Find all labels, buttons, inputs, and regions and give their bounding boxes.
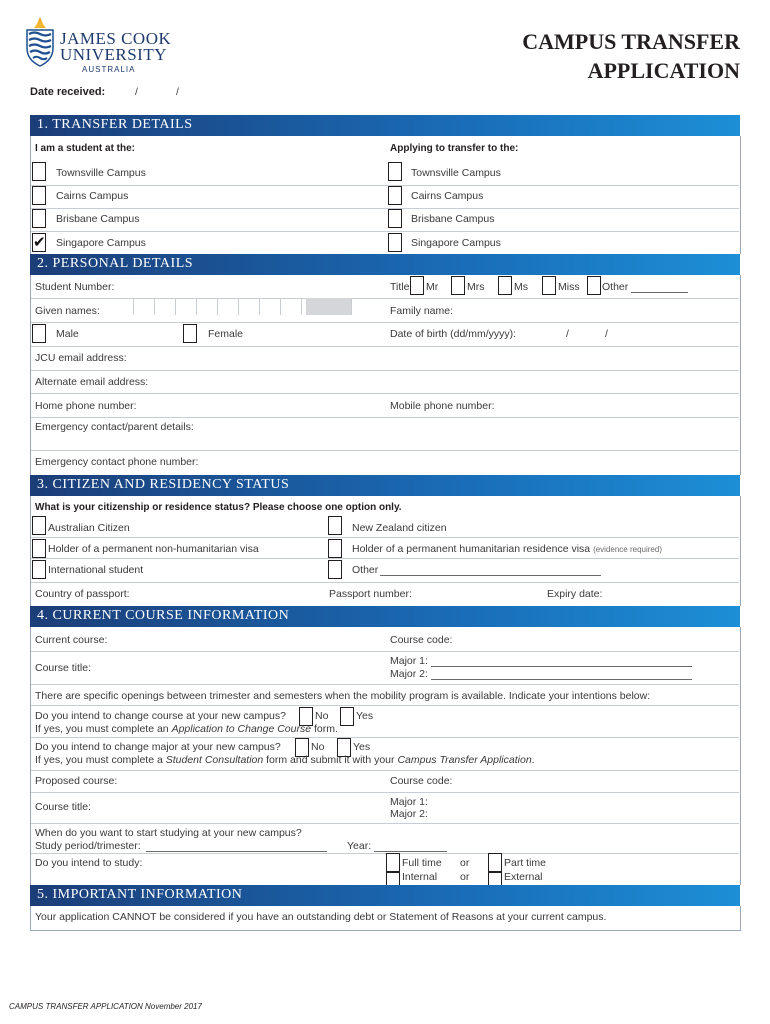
- proposed-course-code-label: Course code:: [390, 775, 453, 787]
- full-time-checkbox[interactable]: [386, 853, 400, 872]
- or-label-2: or: [460, 871, 470, 883]
- emergency-contact-label: Emergency contact/parent details:: [35, 421, 194, 433]
- transfer-singapore-label: Singapore Campus: [411, 237, 501, 249]
- male-label: Male: [56, 328, 79, 340]
- title-mrs-checkbox[interactable]: [451, 276, 465, 295]
- openings-text: There are specific openings between trimester and semesters when the mobility program is available. Indicate your intentions below:: [35, 690, 651, 702]
- intend-study-label: Do you intend to study:: [35, 857, 143, 869]
- current-major2-line: [431, 679, 692, 680]
- title-mr-checkbox[interactable]: [410, 276, 424, 295]
- proposed-course-title-label: Course title:: [35, 801, 92, 813]
- title-mrs-label: Mrs: [467, 281, 485, 293]
- mobile-phone-label: Mobile phone number:: [390, 400, 495, 412]
- given-names-label: Given names:: [35, 305, 100, 317]
- nz-citizen-checkbox[interactable]: [328, 516, 342, 535]
- male-checkbox[interactable]: [32, 324, 46, 343]
- current-cairns-checkbox[interactable]: [32, 186, 46, 205]
- passport-number-label: Passport number:: [329, 588, 412, 600]
- dob-label: Date of birth (dd/mm/yyyy):: [390, 328, 517, 340]
- international-student-label: International student: [48, 564, 144, 576]
- transfer-townsville-label: Townsville Campus: [411, 167, 501, 179]
- dob-slash-1: /: [566, 328, 569, 340]
- dob-slash-2: /: [605, 328, 608, 340]
- logo-line2: UNIVERSITY: [60, 45, 167, 64]
- full-time-label: Full time: [402, 857, 442, 869]
- current-cairns-label: Cairns Campus: [56, 190, 129, 202]
- year-line: [374, 851, 447, 852]
- title-label: Title: [390, 281, 410, 293]
- emergency-phone-label: Emergency contact phone number:: [35, 456, 199, 468]
- current-townsville-label: Townsville Campus: [56, 167, 146, 179]
- change-course-yes-checkbox[interactable]: [340, 707, 354, 726]
- change-course-note: [35, 723, 338, 735]
- change-course-note-a: If yes, you must complete an: [35, 723, 172, 735]
- section5-title: 5. IMPORTANT INFORMATION: [37, 887, 243, 902]
- proposed-major2-label: Major 2:: [390, 808, 428, 820]
- transfer-townsville-checkbox[interactable]: [388, 162, 402, 181]
- change-course-question: Do you intend to change course at your new campus?: [35, 710, 286, 722]
- citizenship-question: What is your citizenship or residence status? Please choose one option only.: [35, 502, 402, 513]
- or-label-1: or: [460, 857, 470, 869]
- humanitarian-visa-text: Holder of a permanent humanitarian residence visa: [352, 543, 591, 555]
- proposed-major1-label: Major 1:: [390, 796, 428, 808]
- important-info-text: Your application CANNOT be considered if you have an outstanding debt or Statement of Reasons at your current campus.: [35, 911, 607, 923]
- date-received-label: Date received:: [30, 86, 106, 98]
- change-major-note-a: If yes, you must complete a: [35, 754, 166, 766]
- page-title-line1: CAMPUS TRANSFER: [522, 29, 740, 54]
- title-other-checkbox[interactable]: [587, 276, 601, 295]
- change-course-no-label: No: [315, 710, 329, 722]
- part-time-label: Part time: [504, 857, 547, 869]
- logo-line1: JAMES COOK: [60, 29, 172, 48]
- title-miss-checkbox[interactable]: [542, 276, 556, 295]
- change-major-note-c: form and submit it with your: [263, 754, 398, 766]
- transfer-cairns-label: Cairns Campus: [411, 190, 484, 202]
- jcu-crest-icon: [24, 16, 56, 68]
- current-course-title-label: Course title:: [35, 662, 92, 674]
- proposed-course-label: Proposed course:: [35, 775, 118, 787]
- title-ms-label: Ms: [514, 281, 528, 293]
- evidence-note: (evidence required): [593, 545, 662, 554]
- international-student-checkbox[interactable]: [32, 560, 46, 579]
- date-slash-1: /: [135, 86, 138, 98]
- other-status-label: Other: [352, 564, 379, 576]
- current-brisbane-checkbox[interactable]: [32, 209, 46, 228]
- footer-text: CAMPUS TRANSFER APPLICATION November 2017: [9, 1002, 202, 1011]
- other-status-line: [380, 575, 601, 576]
- family-name-label: Family name:: [390, 305, 454, 317]
- transfer-campus-heading: Applying to transfer to the:: [390, 143, 519, 154]
- transfer-cairns-checkbox[interactable]: [388, 186, 402, 205]
- section5-header: [30, 885, 740, 906]
- non-humanitarian-visa-label: Holder of a permanent non-humanitarian visa: [48, 543, 259, 555]
- australian-citizen-label: Australian Citizen: [48, 522, 130, 534]
- change-course-note-c: form.: [311, 723, 338, 735]
- campus-transfer-form-name: Campus Transfer Application: [397, 754, 532, 766]
- country-passport-label: Country of passport:: [35, 588, 130, 600]
- section1-header: [30, 115, 740, 136]
- section1-title: 1. TRANSFER DETAILS: [37, 117, 193, 132]
- current-singapore-label: Singapore Campus: [56, 237, 146, 249]
- home-phone-label: Home phone number:: [35, 400, 137, 412]
- current-course-label: Current course:: [35, 634, 108, 646]
- current-singapore-checkmark: ✔: [33, 234, 46, 251]
- change-major-no-label: No: [311, 741, 325, 753]
- student-consultation-form-name: Student Consultation: [165, 754, 264, 766]
- section2-header: [30, 254, 740, 275]
- current-brisbane-label: Brisbane Campus: [56, 213, 140, 225]
- nz-citizen-label: New Zealand citizen: [352, 522, 447, 534]
- change-major-question: Do you intend to change major at your new campus?: [35, 741, 281, 753]
- non-humanitarian-visa-checkbox[interactable]: [32, 539, 46, 558]
- transfer-brisbane-label: Brisbane Campus: [411, 213, 495, 225]
- change-course-yes-label: Yes: [356, 710, 374, 722]
- title-miss-label: Miss: [558, 281, 580, 293]
- current-townsville-checkbox[interactable]: [32, 162, 46, 181]
- title-other-label: Other: [602, 281, 629, 293]
- page-title-line2: APPLICATION: [587, 58, 740, 83]
- section3-title: 3. CITIZEN AND RESIDENCY STATUS: [37, 477, 290, 492]
- alt-email-label: Alternate email address:: [35, 376, 149, 388]
- student-number-label: Student Number:: [35, 281, 115, 293]
- current-major2-label: Major 2:: [390, 668, 428, 680]
- title-mr-label: Mr: [426, 281, 439, 293]
- transfer-brisbane-checkbox[interactable]: [388, 209, 402, 228]
- female-checkbox[interactable]: [183, 324, 197, 343]
- jcu-logo: [22, 14, 172, 76]
- section4-title: 4. CURRENT COURSE INFORMATION: [37, 608, 290, 623]
- logo-line3: AUSTRALIA: [82, 65, 136, 74]
- change-course-form-name: Application to Change Course: [171, 723, 312, 735]
- humanitarian-visa-checkbox[interactable]: [328, 539, 342, 558]
- year-label: Year:: [347, 840, 372, 852]
- change-major-note-e: .: [531, 754, 535, 766]
- humanitarian-visa-label: [352, 543, 662, 556]
- current-major1-line: [431, 666, 692, 667]
- title-ms-checkbox[interactable]: [498, 276, 512, 295]
- other-status-checkbox[interactable]: [328, 560, 342, 579]
- australian-citizen-checkbox[interactable]: [32, 516, 46, 535]
- title-other-line: [631, 292, 688, 293]
- female-label: Female: [208, 328, 244, 340]
- section2-title: 2. PERSONAL DETAILS: [37, 256, 194, 271]
- start-question: When do you want to start studying at your new campus?: [35, 827, 302, 839]
- transfer-singapore-checkbox[interactable]: [388, 233, 402, 252]
- page-title: [522, 27, 740, 85]
- change-major-note: [35, 754, 535, 766]
- internal-label: Internal: [402, 871, 438, 883]
- current-course-code-label: Course code:: [390, 634, 453, 646]
- study-period-label: Study period/trimester:: [35, 840, 141, 852]
- section3-header: [30, 475, 740, 496]
- study-period-line: [146, 851, 327, 852]
- current-major1-label: Major 1:: [390, 655, 428, 667]
- student-number-cells[interactable]: [133, 298, 352, 315]
- date-slash-2: /: [176, 86, 179, 98]
- external-label: External: [504, 871, 543, 883]
- part-time-checkbox[interactable]: [488, 853, 502, 872]
- section4-header: [30, 606, 740, 627]
- jcu-email-label: JCU email address:: [35, 352, 127, 364]
- current-campus-heading: I am a student at the:: [35, 143, 136, 154]
- change-major-yes-label: Yes: [353, 741, 371, 753]
- expiry-date-label: Expiry date:: [547, 588, 603, 600]
